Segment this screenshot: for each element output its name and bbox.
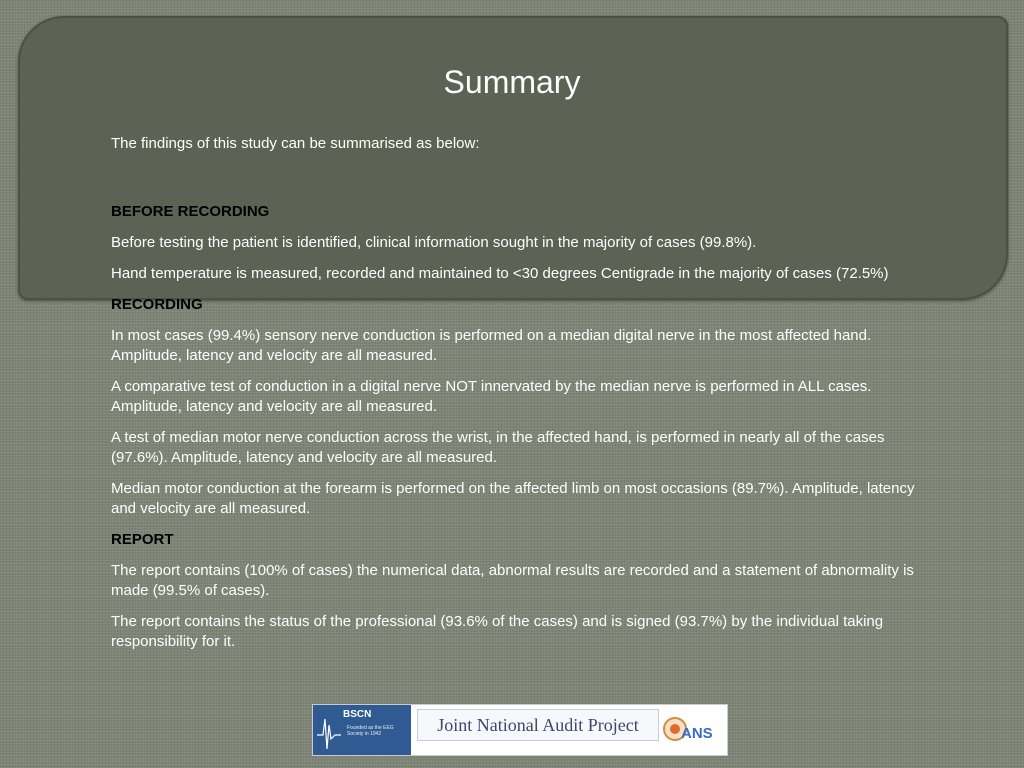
bscn-text: BSCN [343,709,372,720]
ans-text: ANS [681,725,713,742]
intro-text: The findings of this study can be summarised as below: [111,135,480,152]
section-heading-before-recording: BEFORE RECORDING [111,203,270,220]
bscn-logo [313,705,411,755]
paragraph: A test of median motor nerve conduction across the wrist, in the affected hand, is performed in nearly all of the cases (97.6%). Amplitude, latency and velocity are all measured. [111,429,885,466]
slide-content [111,134,931,663]
paragraph: In most cases (99.4%) sensory nerve conduction is performed on a median digital nerve in the most affected hand. Amplitude, latency and velocity are all measured. [111,327,872,364]
slide-title: Summary [443,64,581,100]
paragraph: Before testing the patient is identified, clinical information sought in the majority of cases (99.8%). [111,234,757,251]
logo-title: Joint National Audit Project [417,709,659,741]
ans-logo [659,709,723,751]
audit-project-logo [312,704,728,756]
paragraph: Hand temperature is measured, recorded and maintained to <30 degrees Centigrade in the majority of cases (72.5%) [111,265,889,282]
paragraph: A comparative test of conduction in a digital nerve NOT innervated by the median nerve is performed in ALL cases. Amplitude, latency and velocity are all measured. [111,378,872,415]
paragraph: The report contains the status of the professional (93.6% of the cases) and is signed (93.7%) by the individual taking responsibility for it. [111,613,884,650]
section-heading-report: REPORT [111,531,174,548]
bscn-subtext: Founded as the EEG Society in 1942 [347,725,394,737]
paragraph: Median motor conduction at the forearm is performed on the affected limb on most occasions (89.7%). Amplitude, latency and velocity are all measured. [111,480,915,517]
paragraph: The report contains (100% of cases) the numerical data, abnormal results are recorded and a statement of abnormality is made (99.5% of cases). [111,562,914,599]
section-heading-recording: RECORDING [111,296,203,313]
